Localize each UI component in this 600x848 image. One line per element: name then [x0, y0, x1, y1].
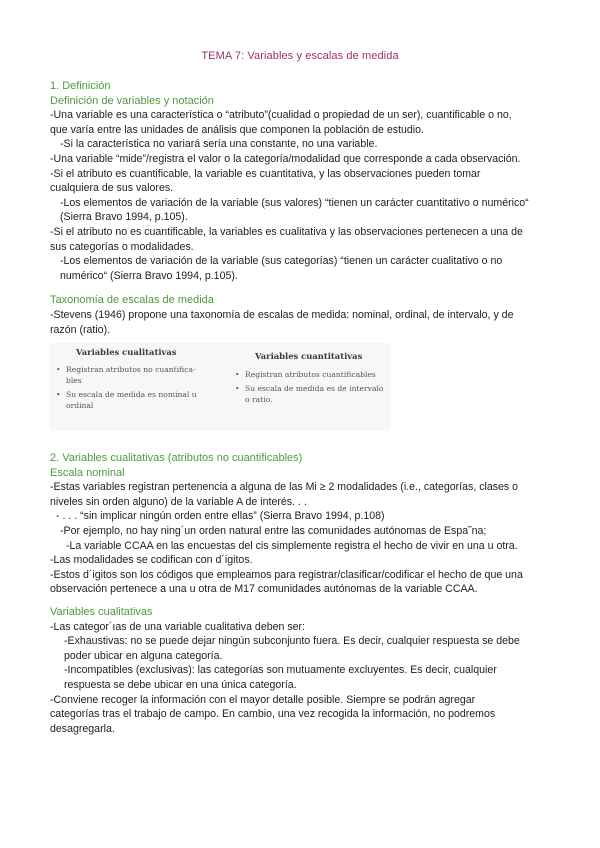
- document-title: TEMA 7: Variables y escalas de medida: [201, 50, 399, 62]
- quantitative-title: Variables cuantitativas: [255, 351, 363, 362]
- qualitative-column: [56, 343, 216, 411]
- section-qualitative: [50, 451, 560, 736]
- bullet-icon: •: [235, 370, 240, 380]
- text-line: -Una variable “mide”/registra el valor o la categoría/modalidad que corresponde a cada observación.: [50, 152, 521, 165]
- text-line: -Si el atributo no es cuantificable, la variables es cualitativa y las observaciones pertenecen a una de: [50, 225, 523, 238]
- text-line: razón (ratio).: [50, 323, 111, 336]
- text-line: categorías tras el trabajo de campo. En cambio, una vez recogida la información, no podremos: [50, 708, 496, 721]
- figure-list-item: • Su escala de medida es de intervalo o ratio.: [235, 384, 384, 405]
- text-line: - . . . “sin implicar ningún orden entre ellas” (Sierra Bravo 1994, p.108): [56, 510, 385, 523]
- text-line: -Las modalidades se codifican con d´igitos.: [50, 554, 253, 567]
- subheading-variables-notation: Definición de variables y notación: [50, 94, 214, 107]
- qualitative-title: Variables cualitativas: [76, 347, 177, 358]
- section-heading-definition: 1. Definición: [50, 80, 111, 92]
- text-line: que varía entre las unidades de análisis que componen la población de estudio.: [50, 123, 424, 136]
- text-line: numérico“ (Sierra Bravo 1994, p.105).: [60, 269, 238, 282]
- subheading-qualitative-variables: Variables cualitativas: [50, 605, 153, 618]
- text-line: -Estas variables registran pertenencia a alguna de las Mi ≥ 2 modalidades (i.e., categorías, clases o: [50, 481, 519, 494]
- figure-list-item: • Su escala de medida es nominal u ordinal: [56, 390, 197, 411]
- text-line: desagregarla.: [50, 722, 115, 735]
- text-line: -Conviene recoger la información con el mayor detalle posible. Siempre se podrán agregar: [50, 693, 476, 706]
- text-line: sus categorías o modalidades.: [50, 240, 194, 253]
- text-line: -La variable CCAA en las encuestas del cis simplemente registra el hecho de vivir en una u otra.: [66, 539, 518, 552]
- text-line: poder ubicar en alguna categoría.: [64, 649, 223, 662]
- text-line: -Exhaustivas: no se puede dejar ningún subconjunto fuera. Es decir, cualquier respuesta se debe: [64, 635, 520, 648]
- section-definition: [50, 79, 560, 439]
- bullet-icon: •: [56, 390, 61, 400]
- text-line: respuesta se debe ubicar en una única categoría.: [64, 678, 297, 691]
- text-line: -Las categor´ıas de una variable cualitativa deben ser:: [50, 620, 305, 633]
- text-line: niveles sin orden alguno) de la variable A de interés. . .: [50, 495, 307, 508]
- text-line: -Los elementos de variación de la variable (sus categorías) “tienen un carácter cualitativo o no: [60, 255, 503, 268]
- bullet-icon: •: [56, 365, 61, 375]
- text-line: -Incompatibles (exclusivas): las categorías son mutuamente excluyentes. Es decir, cualquier: [64, 664, 497, 677]
- variables-comparison-figure: [50, 343, 390, 431]
- text-line: (Sierra Bravo 1994, p.105).: [60, 211, 188, 224]
- figure-list-item: • Registran atributos no cuantifica- bles: [56, 365, 196, 386]
- text-line: -Estos d´igitos son los códigos que empleamos para registrar/clasificar/codificar el hecho de que una: [50, 568, 523, 581]
- quantitative-column: [235, 343, 390, 405]
- text-line: -Una variable es una característica o “atributo”(cualidad o propiedad de un ser), cuantificable o no,: [50, 109, 512, 122]
- figure-list-item: • Registran atributos cuantificables: [235, 370, 376, 380]
- section-heading-qualitative: 2. Variables cualitativas (atributos no cuantificables): [50, 452, 303, 464]
- text-line: -Si el atributo es cuantificable, la variable es cuantitativa, y las observaciones pueden tomar: [50, 167, 481, 180]
- subheading-taxonomy: Taxonomía de escalas de medida: [50, 294, 214, 307]
- subheading-nominal-scale: Escala nominal: [50, 466, 125, 479]
- text-line: -Los elementos de variación de la variable (sus valores) “tienen un carácter cuantitativo o numérico“: [60, 196, 529, 209]
- text-line: -Por ejemplo, no hay ning´un orden natural entre las comunidades autónomas de Espa˜na;: [60, 524, 487, 537]
- text-line: -Si la característica no variará sería una constante, no una variable.: [60, 138, 378, 151]
- text-line: -Stevens (1946) propone una taxonomía de escalas de medida: nominal, ordinal, de intervalo, y de: [50, 308, 514, 321]
- bullet-icon: •: [235, 384, 240, 394]
- text-line: observación pertenece a una u otra de M17 comunidades autónomas de la variable CCAA.: [50, 583, 478, 596]
- text-line: cualquiera de sus valores.: [50, 182, 174, 195]
